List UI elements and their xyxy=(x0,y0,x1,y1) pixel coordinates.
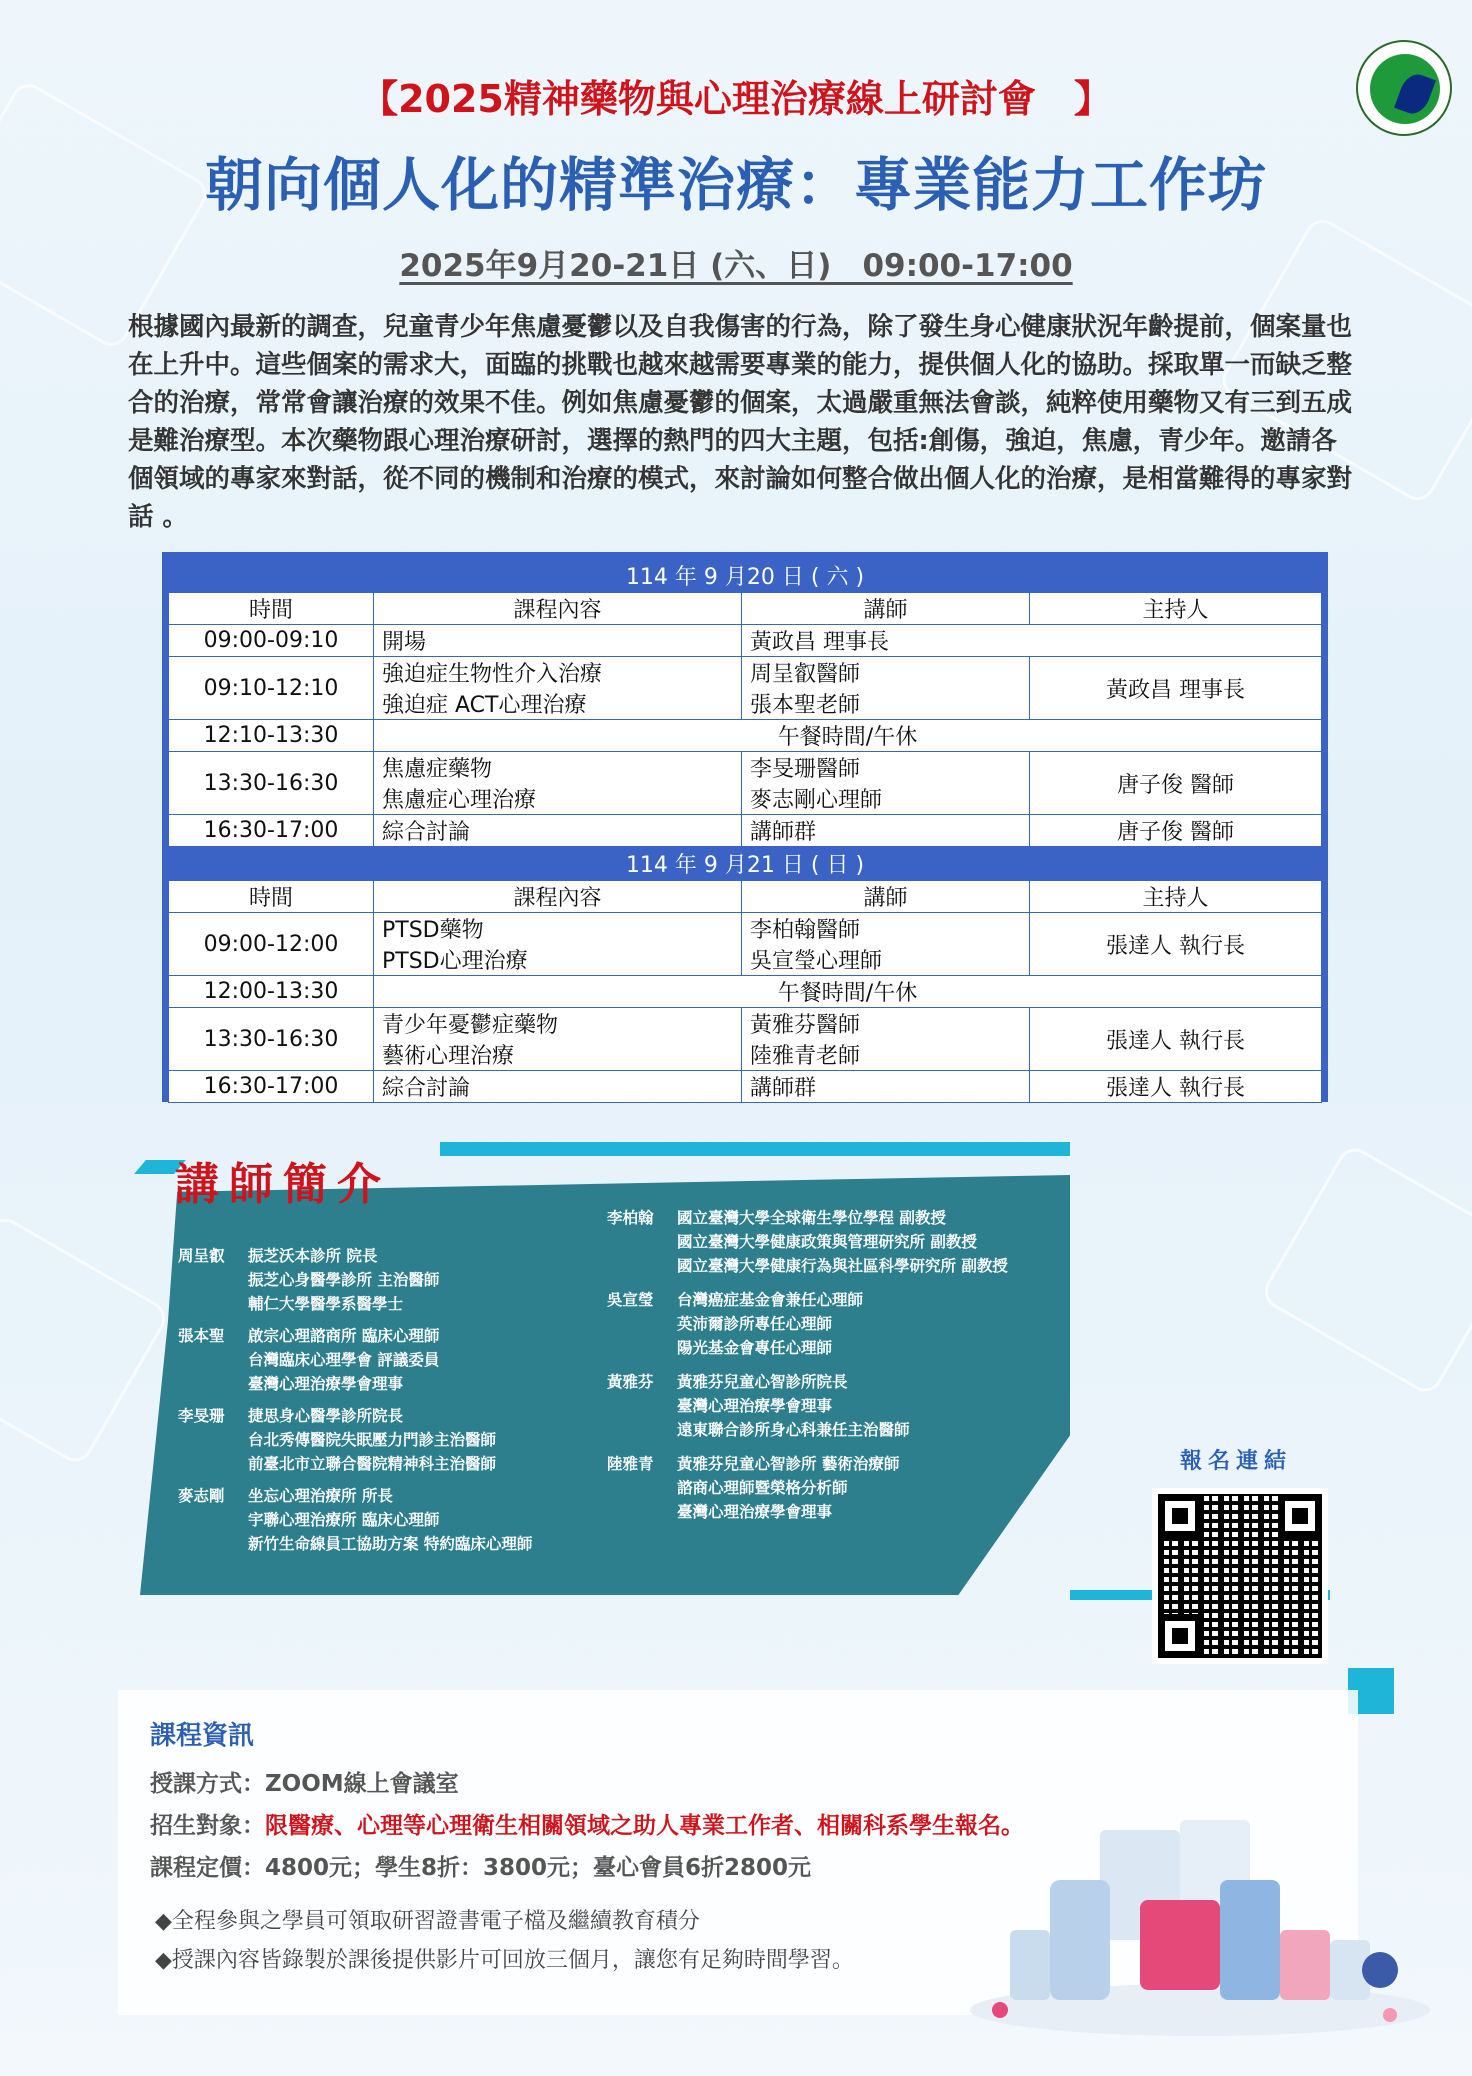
registration-label: 報名連結 xyxy=(1180,1449,1293,1474)
speaker-cell: 黃政昌 理事長 xyxy=(742,625,1322,657)
col-time: 時間 xyxy=(169,593,374,625)
table-row xyxy=(169,976,1322,1008)
table-row xyxy=(169,1008,1322,1071)
intro-paragraph: 根據國內最新的調查，兒童青少年焦慮憂鬱以及自我傷害的行為，除了發生身心健康狀況年齡提前，個案量也在上升中。這些個案的需求大，面臨的挑戰也越來越需要專業的能力，提供個人化的協助。採取單一而缺乏整合的治療，常常會讓治療的效果不佳。例如焦慮憂鬱的個案，太過嚴重無法會談，純粹使用藥物又有三到五成是難治療型。本次藥物跟心理治療研討，選擇的熱門的四大主題，包括:創傷，強迫，焦慮，青少年。邀請各個領域的專家來對話，從不同的機制和治療的模式，來討論如何整合做出個人化的治療，是相當難得的專家對話 。 xyxy=(128,312,1353,532)
speaker-cell: 講師群 xyxy=(742,1071,1030,1103)
speaker-cell: 李旻珊醫師 麥志剛心理師 xyxy=(742,752,1030,815)
medicine-illustration xyxy=(950,1820,1430,2040)
break-cell: 午餐時間/午休 xyxy=(374,976,1322,1008)
course-note: ◆全程參與之學員可領取研習證書電子檔及繼續教育積分 xyxy=(155,1909,700,1934)
host-cell: 唐子俊 醫師 xyxy=(1030,815,1322,847)
bio-entry: 吳宣瑩 台灣癌症基金會兼任心理師 英沛爾診所專任心理師 陽光基金會專任心理師 xyxy=(607,1291,864,1357)
table-row xyxy=(169,1071,1322,1103)
bio-entry: 陸雅青 黃雅芬兒童心智診所 藝術治療師 諮商心理師暨榮格分析師 臺灣心理治療學會理事 xyxy=(607,1455,900,1521)
content-cell: 綜合討論 xyxy=(374,1071,742,1103)
time-cell: 09:00-09:10 xyxy=(169,625,374,657)
schedule-table xyxy=(162,552,1328,1102)
col-content: 課程內容 xyxy=(374,593,742,625)
content-cell: 綜合討論 xyxy=(374,815,742,847)
bg-hexagon xyxy=(0,1212,172,1468)
col-speaker: 講師 xyxy=(742,593,1030,625)
bio-entry: 李旻珊 捷思身心醫學診所院長 台北秀傳醫院失眠壓力門診主治醫師 前臺北市立聯合醫院精神科主治醫師 xyxy=(178,1407,497,1473)
bio-left-column xyxy=(178,1244,532,1556)
lecturer-title: 講師簡介 xyxy=(175,1159,391,1210)
course-note: ◆授課內容皆錄製於課後提供影片可回放三個月，讓您有足夠時間學習。 xyxy=(155,1948,854,1973)
workshop-title: 朝向個人化的精準治療：專業能力工作坊 xyxy=(204,151,1267,219)
bio-entry: 麥志剛 坐忘心理治療所 所長 宇聯心理治療所 臨床心理師 新竹生命線員工協助方案 特約臨床心理師 xyxy=(178,1487,533,1553)
content-cell: 開場 xyxy=(374,625,742,657)
speaker-cell: 講師群 xyxy=(742,815,1030,847)
course-target: 招生對象：限醫療、心理等心理衛生相關領域之助人專業工作者、相關科系學生報名。 xyxy=(150,1813,1024,1839)
bio-entry: 張本聖 啟宗心理諮商所 臨床心理師 台灣臨床心理學會 評議委員 臺灣心理治療學會理事 xyxy=(178,1327,440,1393)
time-cell: 16:30-17:00 xyxy=(169,815,374,847)
host-cell: 張達人 執行長 xyxy=(1030,913,1322,976)
col-speaker: 講師 xyxy=(742,881,1030,913)
bg-hexagon xyxy=(1258,1142,1472,1398)
course-price: 課程定價：4800元；學生8折：3800元；臺心會員6折2800元 xyxy=(150,1855,812,1881)
speaker-cell: 周呈叡醫師 張本聖老師 xyxy=(742,657,1030,720)
course-info-title: 課程資訊 xyxy=(150,1721,255,1751)
bio-entry: 黃雅芬 黃雅芬兒童心智診所院長 臺灣心理治療學會理事 遠東聯合診所身心科兼任主治醫師 xyxy=(607,1373,910,1439)
content-cell: 青少年憂鬱症藥物 藝術心理治療 xyxy=(374,1008,742,1071)
table-row xyxy=(169,913,1322,976)
event-date: 2025年9月20-21日 (六、日) 09:00-17:00 xyxy=(399,248,1073,284)
course-method: 授課方式：ZOOM線上會議室 xyxy=(150,1771,459,1797)
table-row xyxy=(169,625,1322,657)
col-host: 主持人 xyxy=(1030,593,1322,625)
table-row xyxy=(169,720,1322,752)
time-cell: 12:10-13:30 xyxy=(169,720,374,752)
registration-qr-code[interactable] xyxy=(1152,1488,1328,1664)
host-cell: 唐子俊 醫師 xyxy=(1030,752,1322,815)
col-host: 主持人 xyxy=(1030,881,1322,913)
break-cell: 午餐時間/午休 xyxy=(374,720,1322,752)
event-series-title: 【2025精神藥物與心理治療線上研討會 】 xyxy=(360,77,1112,121)
speaker-cell: 李柏翰醫師 吳宣瑩心理師 xyxy=(742,913,1030,976)
day1-header: 114 年 9 月20 日 ( 六 ) xyxy=(169,559,1322,593)
content-cell: 焦慮症藥物 焦慮症心理治療 xyxy=(374,752,742,815)
table-row xyxy=(169,752,1322,815)
time-cell: 13:30-16:30 xyxy=(169,1008,374,1071)
col-time: 時間 xyxy=(169,881,374,913)
time-cell: 09:00-12:00 xyxy=(169,913,374,976)
table-row xyxy=(169,657,1322,720)
qr-pattern xyxy=(1158,1494,1322,1658)
speaker-cell: 黃雅芬醫師 陸雅青老師 xyxy=(742,1008,1030,1071)
time-cell: 13:30-16:30 xyxy=(169,752,374,815)
content-cell: 強迫症生物性介入治療 強迫症 ACT心理治療 xyxy=(374,657,742,720)
time-cell: 09:10-12:10 xyxy=(169,657,374,720)
time-cell: 16:30-17:00 xyxy=(169,1071,374,1103)
bio-right-column xyxy=(607,1206,1008,1524)
bio-entry: 李柏翰 國立臺灣大學全球衛生學位學程 副教授 國立臺灣大學健康政策與管理研究所 副教授 國立臺灣大學健康行為與社區科學研究所 副教授 xyxy=(607,1209,1008,1275)
table-row xyxy=(169,815,1322,847)
col-content: 課程內容 xyxy=(374,881,742,913)
host-cell: 張達人 執行長 xyxy=(1030,1008,1322,1071)
time-cell: 12:00-13:30 xyxy=(169,976,374,1008)
content-cell: PTSD藥物 PTSD心理治療 xyxy=(374,913,742,976)
decor-stripe xyxy=(440,1142,1070,1156)
host-cell: 張達人 執行長 xyxy=(1030,1071,1322,1103)
bio-entry: 周呈叡 振芝沃本診所 院長 振芝心身醫學診所 主治醫師 輔仁大學醫學系醫學士 xyxy=(178,1247,440,1313)
day2-header: 114 年 9 月21 日 ( 日 ) xyxy=(169,847,1322,881)
host-cell: 黃政昌 理事長 xyxy=(1030,657,1322,720)
